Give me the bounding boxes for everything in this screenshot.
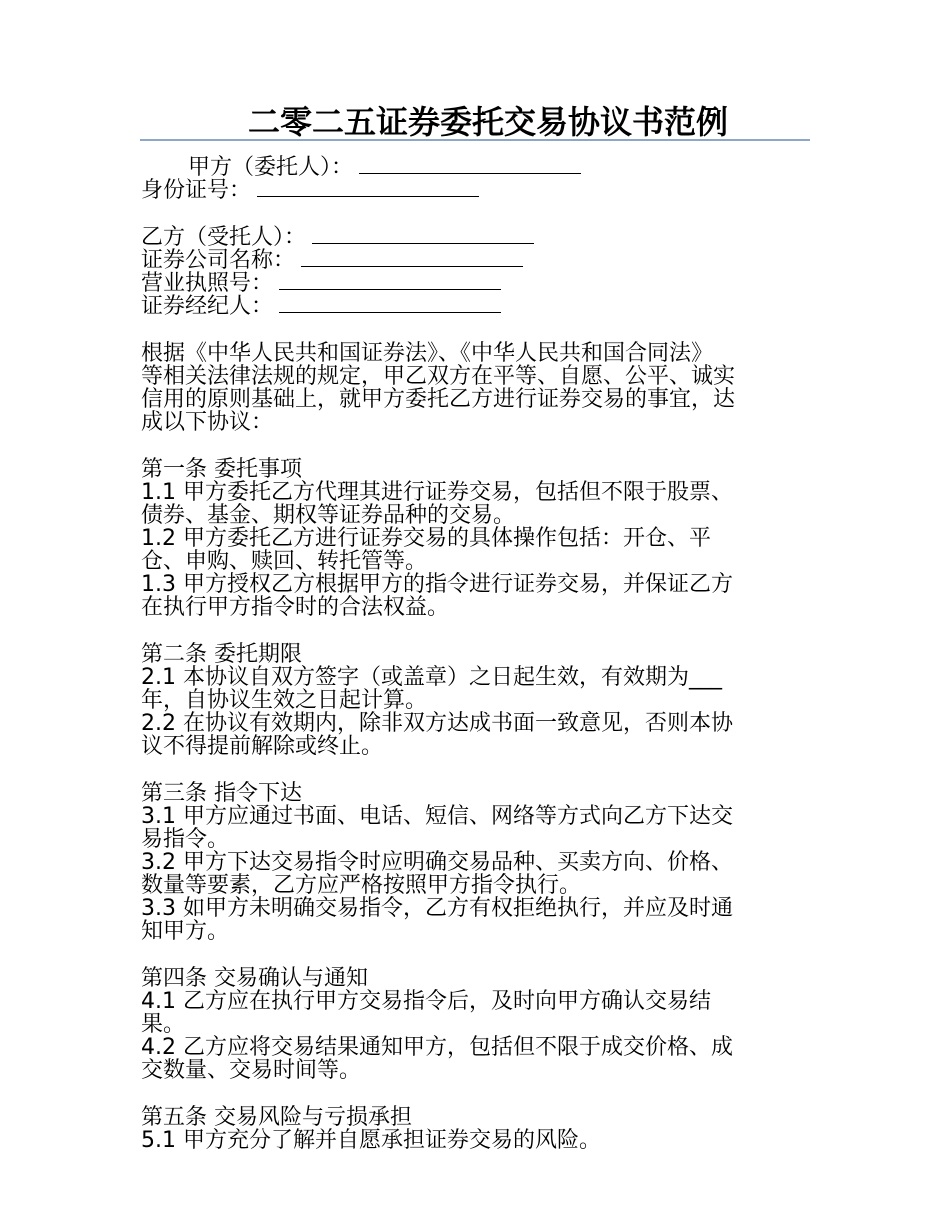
preamble-line: 等相关法律法规的规定，甲乙双方在平等、自愿、公平、诚实: [141, 364, 736, 389]
party-b-company-label: 证券公司名称：: [141, 248, 296, 273]
section-2: [141, 643, 811, 758]
clause-line: 1.3 甲方授权乙方根据甲方的指令进行证券交易，并保证乙方: [141, 572, 733, 597]
clause-line: 仓、申购、赎回、转托管等。: [141, 549, 428, 574]
preamble-line: 根据《中华人民共和国证券法》、《中华人民共和国合同法》: [141, 341, 714, 366]
party-b-license-field: [141, 272, 811, 295]
party-b-broker-field: [141, 295, 811, 318]
section-heading: 第五条 交易风险与亏损承担: [141, 1105, 412, 1130]
clause-line: 4.1 乙方应在执行甲方交易指令后，及时向甲方确认交易结: [141, 989, 711, 1014]
spacer: [141, 434, 811, 458]
party-a-field: [141, 156, 811, 179]
party-b-label: 乙方（受托人）：: [141, 225, 307, 250]
section-heading: 第四条 交易确认与通知: [141, 966, 368, 991]
clause-line: 5.1 甲方充分了解并自愿承担证券交易的风险。: [141, 1128, 601, 1153]
preamble-paragraph: [141, 342, 811, 434]
party-b-blank: [312, 227, 534, 244]
party-a-id-blank: [257, 180, 479, 197]
document-body: [141, 156, 811, 1152]
clause-line: 1.1 甲方委托乙方代理其进行证券交易，包括但不限于股票、: [141, 480, 733, 505]
clause-line: 知甲方。: [141, 919, 230, 944]
party-b-broker-label: 证券经纪人：: [141, 294, 274, 319]
section-4: [141, 967, 811, 1082]
spacer: [141, 943, 811, 967]
party-b-company-field: [141, 249, 811, 272]
section-5: [141, 1106, 811, 1152]
spacer: [141, 1082, 811, 1106]
party-b-broker-blank: [279, 296, 501, 313]
clause-line: 3.3 如甲方未明确交易指令，乙方有权拒绝执行，并应及时通: [141, 896, 733, 921]
preamble-line: 信用的原则基础上，就甲方委托乙方进行证券交易的事宜，达: [141, 387, 736, 412]
title-underline: [140, 139, 810, 141]
party-a-label: 甲方（委托人）：: [188, 155, 354, 180]
section-heading: 第三条 指令下达: [141, 781, 302, 806]
clause-line: 数量等要素，乙方应严格按照甲方指令执行。: [141, 873, 582, 898]
clause-line: 3.1 甲方应通过书面、电话、短信、网络等方式向乙方下达交: [141, 804, 733, 829]
clause-line: 易指令。: [141, 827, 230, 852]
section-heading: 第一条 委托事项: [141, 457, 302, 482]
party-b-company-blank: [301, 250, 523, 267]
party-a-id-field: [141, 179, 811, 202]
clause-line: 果。: [141, 1012, 186, 1037]
clause-line: 债券、基金、期权等证券品种的交易。: [141, 503, 516, 528]
party-a-id-label: 身份证号：: [141, 178, 252, 203]
clause-line: 3.2 甲方下达交易指令时应明确交易品种、买卖方向、价格、: [141, 850, 733, 875]
party-b-license-blank: [279, 273, 501, 290]
clause-line: 在执行甲方指令时的合法权益。: [141, 595, 450, 620]
clause-line: 交数量、交易时间等。: [141, 1058, 362, 1083]
document-title: 二零二五证券委托交易协议书范例: [247, 103, 728, 141]
party-b-field: [141, 226, 811, 249]
spacer: [141, 619, 811, 643]
preamble-line: 成以下协议：: [141, 410, 274, 435]
clause-line: 2.2 在协议有效期内，除非双方达成书面一致意见，否则本协: [141, 711, 733, 736]
spacer: [141, 758, 811, 782]
clause-line: 1.2 甲方委托乙方进行证券交易的具体操作包括：开仓、平: [141, 526, 711, 551]
section-1: [141, 458, 811, 619]
spacer: [141, 318, 811, 342]
clause-line: 年，自协议生效之日起计算。: [141, 688, 428, 713]
section-heading: 第二条 委托期限: [141, 642, 302, 667]
section-3: [141, 782, 811, 943]
clause-line: 2.1 本协议自双方签字（或盖章）之日起生效，有效期为___: [141, 665, 722, 690]
spacer: [141, 202, 811, 226]
clause-line: 议不得提前解除或终止。: [141, 734, 384, 759]
clause-line: 4.2 乙方应将交易结果通知甲方，包括但不限于成交价格、成: [141, 1035, 733, 1060]
party-a-blank: [359, 157, 581, 174]
party-b-license-label: 营业执照号：: [141, 271, 274, 296]
